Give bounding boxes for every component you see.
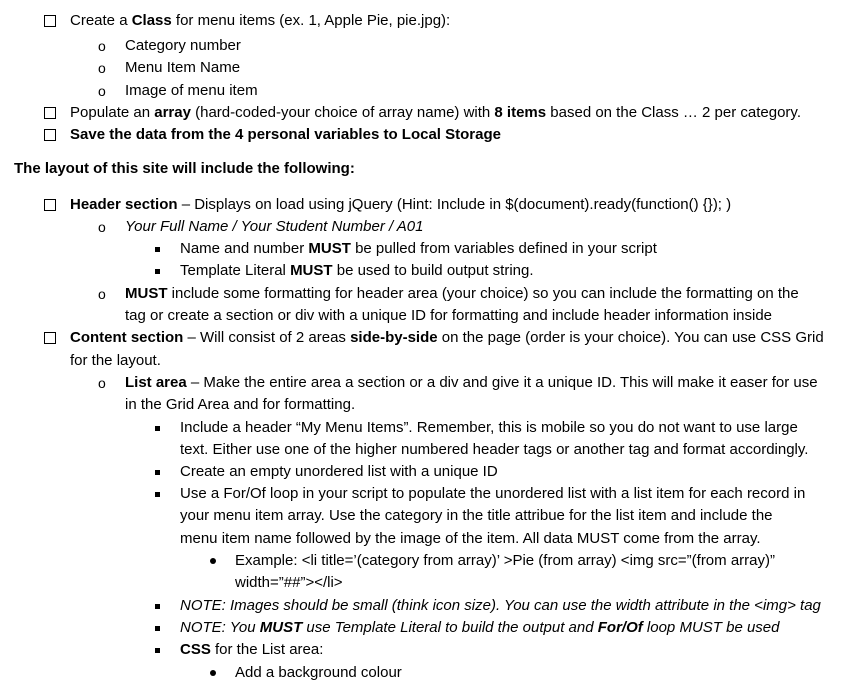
line-text: [14, 158, 355, 180]
line-text: [180, 528, 761, 550]
text-run: Save the data from the 4 personal variables to Local Storage: [70, 126, 501, 143]
text-run: For/Of: [597, 619, 643, 636]
text-run: Content section: [70, 329, 184, 346]
line-text: [125, 216, 424, 238]
text-run: Use a For/Of loop in your script to populate the unordered list with a list item for each record in: [180, 485, 806, 502]
document-line: [0, 80, 857, 102]
document-line: [0, 124, 857, 146]
text-run: – Will consist of 2 areas: [183, 329, 351, 346]
square-bullet-icon: [155, 648, 160, 653]
document-line: [0, 35, 857, 57]
square-bullet-icon: [155, 269, 160, 274]
square-bullet-icon: [155, 247, 160, 252]
text-run: Include a header “My Menu Items”. Remember, this is mobile so you do not want to use large: [180, 419, 798, 436]
document-line: [0, 194, 857, 216]
text-run: Menu Item Name: [125, 59, 241, 76]
text-run: be pulled from variables defined in your script: [350, 240, 657, 257]
text-run: Example: <li title=’(category from array)’ >Pie (from array) <img src=”(from array)”: [235, 552, 775, 569]
text-run: NOTE: You: [180, 619, 260, 636]
line-text: [180, 238, 657, 260]
text-run: for the layout.: [70, 352, 161, 369]
text-run: Template Literal: [180, 262, 291, 279]
text-run: Category number: [125, 37, 241, 54]
text-run: text. Either use one of the higher numbered header tags or another tag and format accordingly.: [180, 441, 809, 458]
text-run: use Template Literal to build the output and: [302, 619, 598, 636]
text-run: for menu items (ex. 1, Apple Pie, pie.jpg):: [171, 12, 451, 29]
checkbox-icon: [44, 129, 56, 141]
document-line: [0, 158, 857, 180]
text-run: loop MUST be used: [642, 619, 780, 636]
line-text: [70, 124, 501, 146]
line-text: [70, 194, 731, 216]
dot-bullet-icon: [210, 670, 216, 676]
text-run: CSS: [180, 641, 211, 658]
document-line: [0, 617, 857, 639]
text-run: width=”##”></li>: [235, 574, 343, 591]
line-text: [180, 595, 821, 617]
text-run: Create a: [70, 12, 132, 29]
line-text: [180, 260, 534, 282]
text-run: Add a background colour: [235, 664, 402, 681]
square-bullet-icon: [155, 426, 160, 431]
circle-bullet-icon: o: [98, 60, 106, 76]
checkbox-icon: [44, 107, 56, 119]
document-line: [0, 461, 857, 483]
text-run: The layout of this site will include the following:: [14, 160, 355, 177]
text-run: Your Full Name / Your Student Number / A01: [125, 218, 424, 235]
checkbox-icon: [44, 332, 56, 344]
text-run: MUST: [290, 262, 333, 279]
document-line: [0, 483, 857, 505]
text-run: NOTE: Images should be small (think icon size). You can use the width attribute in the <img> tag: [180, 597, 821, 614]
document-line: [0, 283, 857, 305]
document-line: [0, 417, 857, 439]
text-run: Class: [131, 12, 172, 29]
circle-bullet-icon: o: [98, 219, 106, 235]
document-line: [0, 528, 857, 550]
text-run: Create an empty unordered list with a unique ID: [180, 463, 498, 480]
document-line: [0, 238, 857, 260]
dot-bullet-icon: [210, 558, 216, 564]
circle-bullet-icon: o: [98, 375, 106, 391]
line-text: [70, 102, 801, 124]
text-run: include some formatting for header area (your choice) so you can include the formatting on the: [167, 285, 799, 302]
document-line: [0, 394, 857, 416]
square-bullet-icon: [155, 604, 160, 609]
text-run: Name and number: [180, 240, 309, 257]
text-run: – Displays on load using jQuery (Hint: Include in $(document).ready(function() {}); ): [177, 196, 732, 213]
text-run: MUST: [259, 619, 303, 636]
text-run: Image of menu item: [125, 82, 258, 99]
line-text: [235, 572, 343, 594]
text-run: MUST: [308, 240, 351, 257]
text-run: tag or create a section or div with a unique ID for formatting and include header information inside: [125, 307, 773, 324]
document-line: [0, 216, 857, 238]
document-line: [0, 595, 857, 617]
circle-bullet-icon: o: [98, 38, 106, 54]
document-line: [0, 662, 857, 684]
text-run: Populate an: [70, 104, 155, 121]
document-line: [0, 550, 857, 572]
text-run: your menu item array. Use the category in the title attribue for the list item and include the: [180, 507, 773, 524]
document-line: [0, 439, 857, 461]
line-text: [125, 394, 355, 416]
line-text: [180, 617, 780, 639]
line-text: [180, 439, 808, 461]
circle-bullet-icon: o: [98, 83, 106, 99]
line-text: [125, 35, 241, 57]
line-text: [180, 461, 498, 483]
text-run: for the List area:: [210, 641, 324, 658]
text-run: 8 items: [494, 104, 547, 121]
text-run: – Make the entire area a section or a div and give it a unique ID. This will make it easer for use: [186, 374, 818, 391]
document-line: [0, 327, 857, 349]
checkbox-icon: [44, 199, 56, 211]
text-run: side-by-side: [350, 329, 438, 346]
line-text: [125, 305, 772, 327]
document-line: [0, 372, 857, 394]
line-text: [180, 483, 805, 505]
document-line: [0, 639, 857, 661]
text-run: MUST: [125, 285, 168, 302]
line-text: [235, 662, 402, 684]
text-run: (hard-coded-your choice of array name) with: [190, 104, 495, 121]
text-run: List area: [125, 374, 187, 391]
line-text: [70, 10, 450, 32]
document-line: [0, 10, 857, 32]
line-text: [235, 550, 775, 572]
document-line: [0, 102, 857, 124]
document-line: [0, 57, 857, 79]
document-line: [0, 350, 857, 372]
text-run: on the page (order is your choice). You can use CSS Grid: [437, 329, 824, 346]
line-text: [125, 283, 799, 305]
line-text: [180, 417, 798, 439]
text-run: array: [154, 104, 191, 121]
document-line: [0, 505, 857, 527]
text-run: menu item name followed by the image of the item. All data MUST come from the array.: [180, 530, 761, 547]
line-text: [70, 327, 824, 349]
text-run: in the Grid Area and for formatting.: [125, 396, 356, 413]
line-text: [70, 350, 161, 372]
text-run: Header section: [70, 196, 178, 213]
checkbox-icon: [44, 15, 56, 27]
square-bullet-icon: [155, 470, 160, 475]
square-bullet-icon: [155, 626, 160, 631]
text-run: based on the Class … 2 per category.: [546, 104, 801, 121]
circle-bullet-icon: o: [98, 286, 106, 302]
line-text: [125, 57, 240, 79]
line-text: [125, 372, 818, 394]
text-run: be used to build output string.: [332, 262, 534, 279]
line-text: [180, 505, 773, 527]
line-text: [125, 80, 258, 102]
square-bullet-icon: [155, 492, 160, 497]
document-line: [0, 572, 857, 594]
document-line: [0, 305, 857, 327]
line-text: [180, 639, 323, 661]
document-line: [0, 260, 857, 282]
